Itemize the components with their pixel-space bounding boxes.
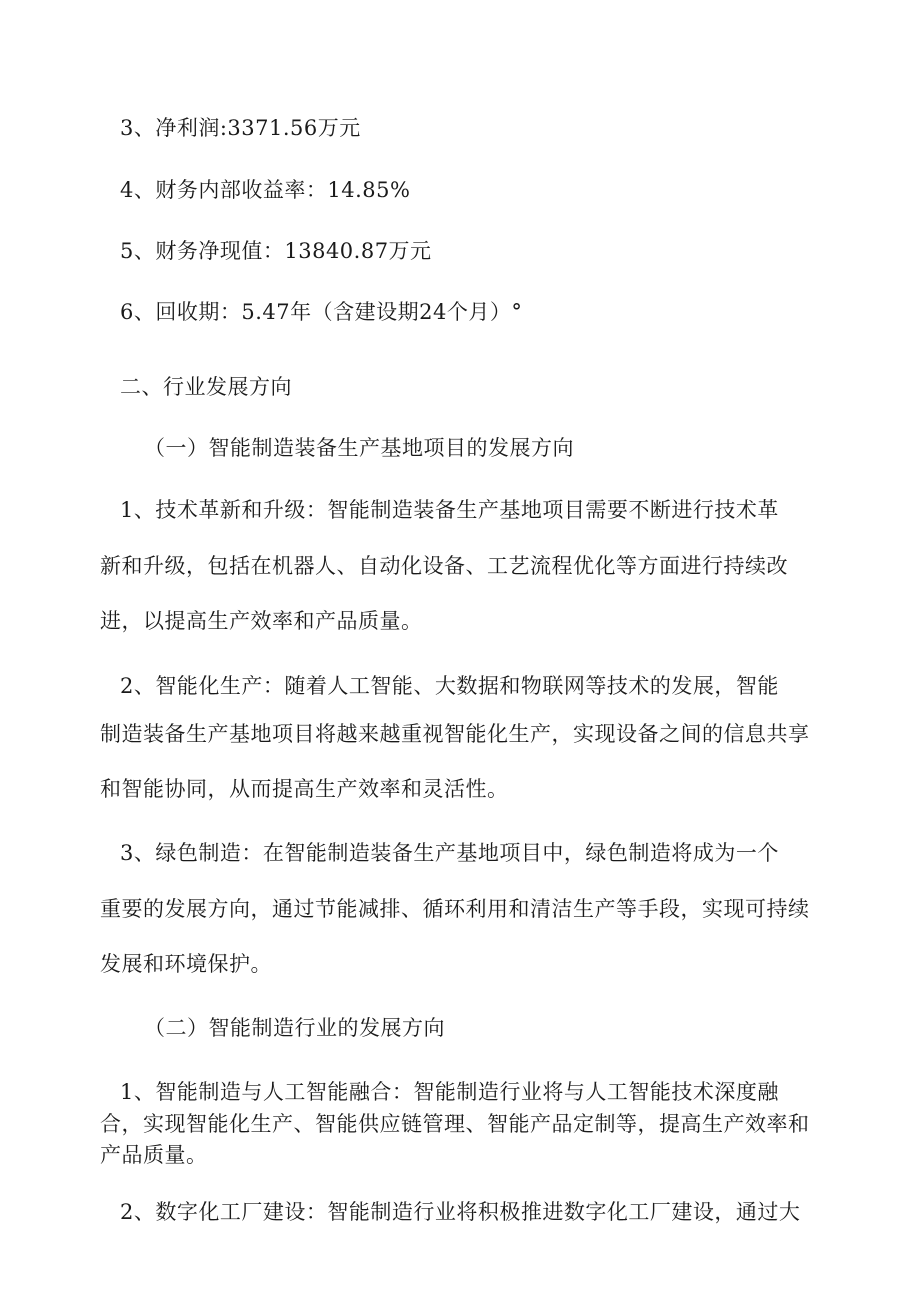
subsection-heading-1: （一）智能制造装备生产基地项目的发展方向 (144, 436, 574, 460)
paragraph-line: 2、数字化工厂建设：智能制造行业将积极推进数字化工厂建设，通过大 (120, 1200, 801, 1224)
paragraph-line: 发展和环境保护。 (100, 952, 272, 976)
summary-item-irr: 4、财务内部收益率：14.85% (120, 178, 411, 202)
paragraph-line: 3、绿色制造：在智能制造装备生产基地项目中，绿色制造将成为一个 (120, 841, 779, 865)
paragraph-line: 产品质量。 (100, 1143, 208, 1167)
subsection-heading-2: （二）智能制造行业的发展方向 (144, 1016, 445, 1040)
paragraph-line: 1、技术革新和升级：智能制造装备生产基地项目需要不断进行技术革 (120, 498, 779, 522)
paragraph-line: 重要的发展方向，通过节能减排、循环利用和清洁生产等手段，实现可持续 (100, 897, 810, 921)
paragraph-line: 进，以提高生产效率和产品质量。 (100, 609, 423, 633)
section-heading: 二、行业发展方向 (120, 375, 292, 399)
paragraph-line: 合，实现智能化生产、智能供应链管理、智能产品定制等，提高生产效率和 (100, 1112, 810, 1136)
paragraph-line: 2、智能化生产：随着人工智能、大数据和物联网等技术的发展，智能 (120, 674, 779, 698)
summary-item-npv: 5、财务净现值：13840.87万元 (120, 239, 432, 263)
paragraph-line: 新和升级，包括在机器人、自动化设备、工艺流程优化等方面进行持续改 (100, 554, 788, 578)
paragraph-line: 1、智能制造与人工智能融合：智能制造行业将与人工智能技术深度融 (120, 1080, 779, 1104)
paragraph-line: 制造装备生产基地项目将越来越重视智能化生产，实现设备之间的信息共享 (100, 722, 810, 746)
summary-item-payback: 6、回收期：5.47年（含建设期24个月）° (120, 300, 523, 324)
paragraph-line: 和智能协同，从而提高生产效率和灵活性。 (100, 777, 509, 801)
summary-item-net-profit: 3、净利润:3371.56万元 (120, 116, 361, 140)
